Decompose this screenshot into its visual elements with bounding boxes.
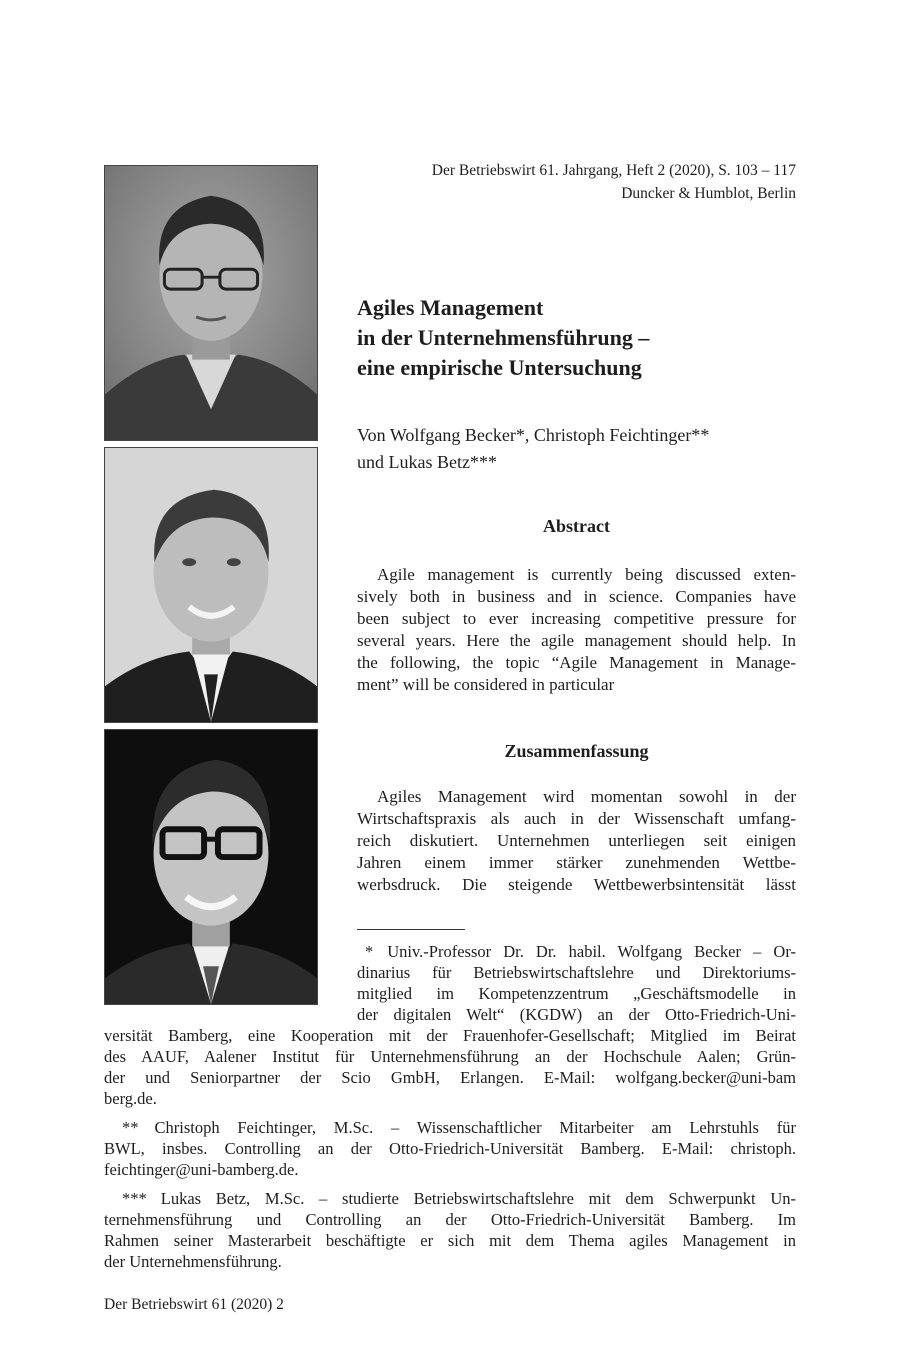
author-photo-becker: [104, 165, 318, 441]
author-photo-feichtinger: [104, 447, 318, 723]
abstract-heading: Abstract: [543, 516, 610, 536]
text-line: BWL, insbes. Controlling an der Otto-Friedrich-Universität Bamberg. E-Mail: christoph.: [104, 1139, 796, 1158]
text-line: the following, the topic “Agile Management in Manage-: [357, 653, 796, 672]
text-line: Agiles Management wird momentan sowohl in der: [377, 787, 796, 806]
author-photo-betz: [104, 729, 318, 1005]
title-line: Agiles Management: [357, 295, 544, 320]
footnote-mark: *: [365, 942, 374, 961]
zusammenfassung-text: [357, 786, 796, 896]
text-line: [104, 1117, 796, 1138]
text-line: der und Seniorpartner der Scio GmbH, Erlangen. E-Mail: wolfgang.becker@uni-bam: [104, 1068, 796, 1087]
footnote-becker: [357, 941, 796, 1025]
footnote-feichtinger: [104, 1117, 796, 1180]
article-title: [357, 293, 649, 383]
author-line: und Lukas Betz***: [357, 452, 497, 472]
text-line: der Unternehmensführung.: [104, 1252, 282, 1271]
footnote-betz: [104, 1188, 796, 1272]
text-line: [357, 941, 796, 962]
text-line: ternehmensführung und Controlling an der Otto-Friedrich-Universität Bamberg. Im: [104, 1210, 796, 1229]
text-line: ment” will be considered in particular: [357, 675, 615, 694]
text-line: Jahren einem immer stärker zunehmenden Wettbe-: [357, 853, 796, 872]
text-line: dinarius für Betriebswirtschaftslehre und Direktoriums-: [357, 963, 796, 982]
abstract-text: [357, 564, 796, 696]
text-line: sively both in business and in science. Companies have: [357, 587, 796, 606]
text-line: versität Bamberg, eine Kooperation mit der Frauenhofer-Gesellschaft; Mitglied im Beirat: [104, 1026, 796, 1045]
portrait-image: [105, 730, 317, 1004]
text-line: werbsdruck. Die steigende Wettbewerbsintensität lässt: [357, 875, 796, 894]
zusammenfassung-heading: Zusammenfassung: [504, 741, 649, 761]
journal-citation: Der Betriebswirt 61. Jahrgang, Heft 2 (2020), S. 103 – 117: [431, 162, 796, 179]
portrait-image: [105, 166, 317, 440]
publisher-line: Duncker & Humblot, Berlin: [621, 185, 796, 202]
author-line: Von Wolfgang Becker*, Christoph Feichtinger**: [357, 425, 710, 445]
text-line: Rahmen seiner Masterarbeit beschäftigte er sich mit dem Thema agiles Management in: [104, 1231, 796, 1250]
text-line: several years. Here the agile management should help. In: [357, 631, 796, 650]
text-line: Agile management is currently being discussed exten-: [377, 565, 796, 584]
footnote-mark: ***: [122, 1189, 147, 1208]
footnote-becker-continued: [104, 1025, 796, 1109]
author-list: [357, 422, 797, 476]
text-line: reich diskutiert. Unternehmen unterliegen seit einigen: [357, 831, 796, 850]
text-line: der digitalen Welt“ (KGDW) an der Otto-Friedrich-Uni-: [357, 1005, 796, 1024]
footnote-divider: [357, 929, 465, 930]
text-line: berg.de.: [104, 1089, 157, 1108]
title-line: eine empirische Untersuchung: [357, 355, 642, 380]
portrait-image: [105, 448, 317, 722]
text-line: [104, 1188, 796, 1209]
page-footer: Der Betriebswirt 61 (2020) 2: [104, 1296, 284, 1313]
text-line: feichtinger@uni-bamberg.de.: [104, 1160, 299, 1179]
text-line: des AAUF, Aalener Institut für Unternehmensführung an der Hochschule Aalen; Grün-: [104, 1047, 796, 1066]
text-line: Wirtschaftspraxis als auch in der Wissenschaft umfang-: [357, 809, 796, 828]
title-line: in der Unternehmensführung –: [357, 325, 650, 350]
footnote-text: Christoph Feichtinger, M.Sc. – Wissenschaftlicher Mitarbeiter am Lehrstuhls für: [154, 1118, 796, 1137]
text-line: mitglied im Kompetenzzentrum „Geschäftsmodelle in: [357, 984, 796, 1003]
footnote-text: Lukas Betz, M.Sc. – studierte Betriebswirtschaftslehre mit dem Schwerpunkt Un-: [160, 1189, 796, 1208]
footnote-mark: **: [122, 1118, 139, 1137]
text-line: been subject to ever increasing competitive pressure for: [357, 609, 796, 628]
footnote-text: Univ.-Professor Dr. Dr. habil. Wolfgang Becker – Or-: [387, 942, 796, 961]
